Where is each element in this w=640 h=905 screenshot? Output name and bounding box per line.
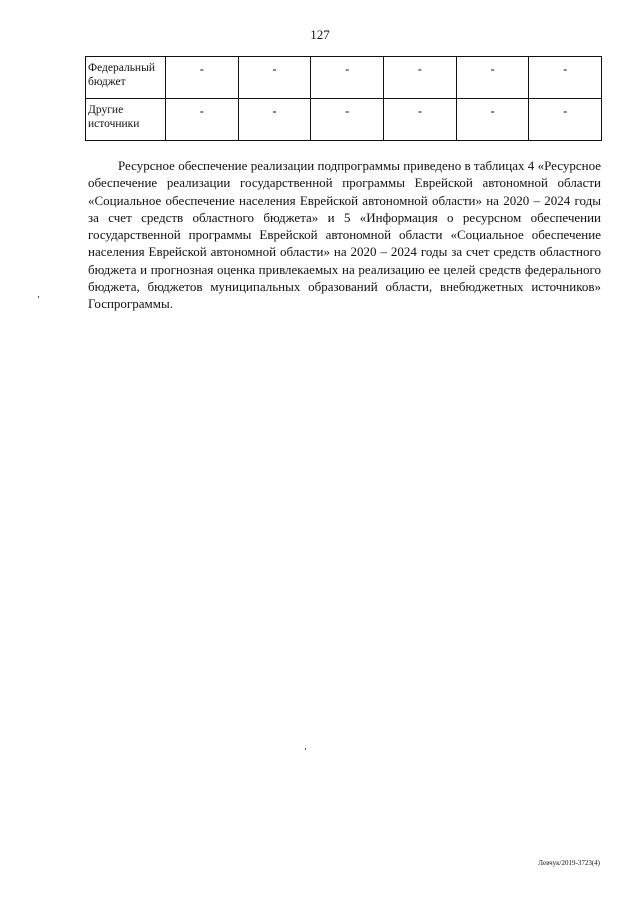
table-cell: - bbox=[384, 57, 457, 99]
row-label: Федеральный бюджет bbox=[86, 57, 166, 99]
table-row-other-sources bbox=[86, 99, 602, 141]
table-cell: - bbox=[166, 57, 239, 99]
document-code: Левчук/2019-3723(4) bbox=[538, 859, 600, 867]
table-row-federal-budget bbox=[86, 57, 602, 99]
table-cell: - bbox=[311, 99, 384, 141]
table-cell: - bbox=[238, 57, 311, 99]
table-cell: - bbox=[529, 99, 602, 141]
table-cell: - bbox=[238, 99, 311, 141]
table-cell: - bbox=[166, 99, 239, 141]
table-cell: - bbox=[456, 99, 529, 141]
scan-speck bbox=[305, 748, 306, 750]
page-number: 127 bbox=[310, 27, 330, 42]
table-cell: - bbox=[456, 57, 529, 99]
funding-table bbox=[85, 56, 602, 141]
scan-speck bbox=[38, 296, 39, 298]
table-cell: - bbox=[311, 57, 384, 99]
body-paragraph: Ресурсное обеспечение реализации подпрограммы приведено в таблицах 4 «Ресурсное обеспечение реализации государственной программы Еврейской автономной области «Социальное обеспечение населения Еврейской автономной области» на 2020 – 2024 годы за счет средств областного бюджета» и 5 «Информация о ресурсном обеспечении государственной программы Еврейской автономной области «Социальное обеспечение населения Еврейской автономной области» на 2020 – 2024 годы за счет средств областного бюджета и прогнозная оценка привлекаемых на реализацию ее целей средств федерального бюджета, бюджетов муниципальных образований области, внебюджетных источников» Госпрограммы. bbox=[88, 158, 601, 312]
row-label: Другие источники bbox=[86, 99, 166, 141]
table-cell: - bbox=[529, 57, 602, 99]
table-cell: - bbox=[384, 99, 457, 141]
